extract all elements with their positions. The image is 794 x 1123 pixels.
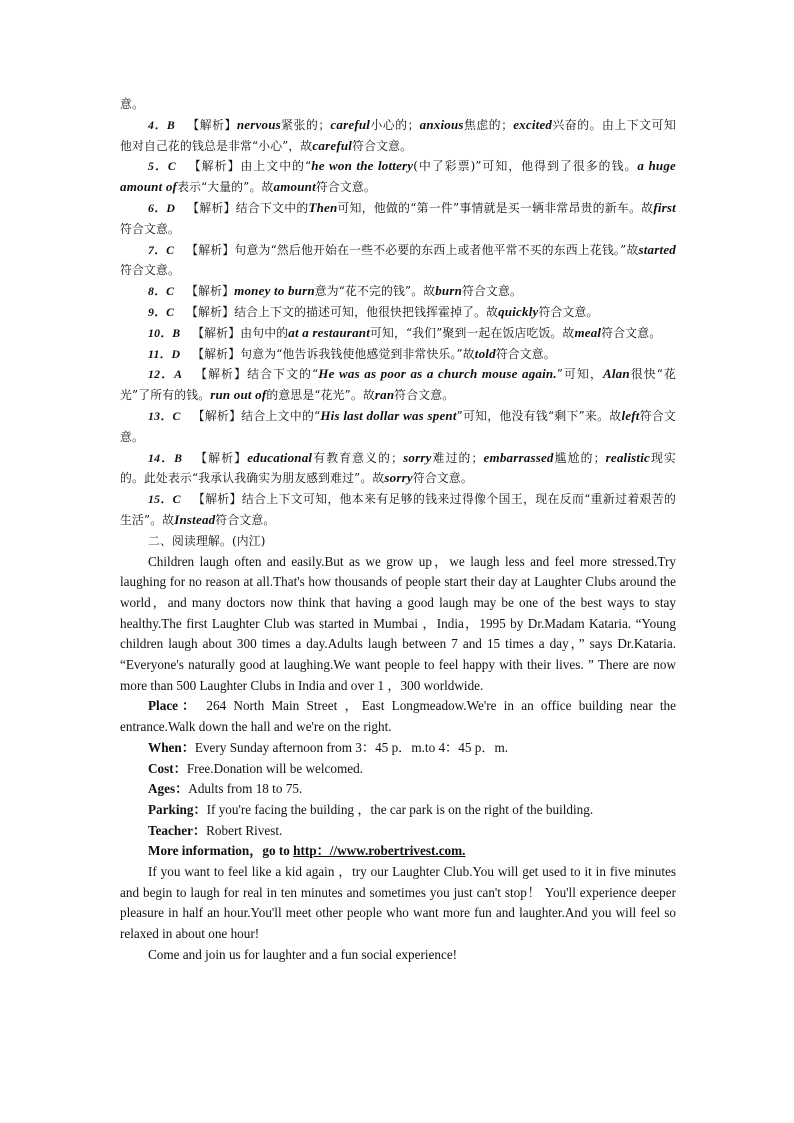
answer-item <box>120 198 676 240</box>
info-when-value: Every Sunday afternoon from 3：45 p．m.to 4：45 p．m. <box>194 739 509 755</box>
answer-tag: 【解析】 <box>194 450 248 465</box>
info-ages-value: Adults from 18 to 75. <box>188 781 303 797</box>
answer-tag: 【解析】 <box>186 304 235 319</box>
answer-keyword: quickly <box>498 303 539 319</box>
answer-keyword: ran <box>374 387 395 403</box>
answer-keyword: he won the lottery <box>311 158 414 174</box>
answer-keyword: left <box>621 407 640 423</box>
answer-keyword: Alan <box>603 366 630 382</box>
answer-text: 结合上文中的“ <box>241 408 321 423</box>
answer-text: 有教育意义的； <box>312 450 404 465</box>
answer-text: 符合文意。 <box>120 221 180 236</box>
info-cost-label: Cost： <box>148 760 187 776</box>
info-parking-label: Parking： <box>148 801 207 817</box>
info-more <box>120 841 676 862</box>
continuation-line: 意。 <box>120 97 144 111</box>
info-cost-value: Free.Donation will be welcomed. <box>186 760 363 776</box>
answer-item <box>120 406 676 448</box>
answer-text: 由句中的 <box>240 325 289 340</box>
answer-keyword: sorry <box>384 470 413 486</box>
answer-text: 结合下文中的 <box>235 200 309 215</box>
answer-keyword: nervous <box>236 116 281 132</box>
answer-text: 符合文意。 <box>315 180 376 195</box>
answer-number: 5．C <box>148 159 176 174</box>
info-more-label: More information，go to <box>148 843 294 859</box>
answer-item <box>120 281 676 302</box>
answer-item <box>120 240 676 282</box>
answer-keyword: at a restaurant <box>288 324 371 340</box>
answer-text: 符合文意。 <box>215 512 276 527</box>
info-when <box>120 738 676 759</box>
answer-text: 符合文意。 <box>462 284 523 299</box>
info-teacher-label: Teacher： <box>148 822 207 838</box>
website-link[interactable]: http：//www.robertrivest.com. <box>293 843 466 859</box>
answer-text: 符合文意。 <box>394 388 455 403</box>
answer-number: 13．C <box>148 408 181 423</box>
answer-text: 符合文意。 <box>120 408 677 444</box>
answer-item <box>120 448 676 490</box>
answer-tag: 【解析】 <box>192 325 241 340</box>
answer-text: ”可知，他没有钱“剩下”来。故 <box>456 408 622 423</box>
answer-item <box>120 489 676 531</box>
answer-item <box>120 115 676 157</box>
info-place <box>120 696 676 737</box>
answer-text: 结合上下文的描述可知，他很快把钱挥霍掉了。故 <box>234 304 499 319</box>
answer-keyword: He was as poor as a church mouse again. <box>318 366 557 382</box>
info-teacher-value: Robert Rivest. <box>206 822 283 838</box>
answer-keyword: meal <box>574 324 602 340</box>
answer-keyword: first <box>653 199 676 215</box>
answer-tag: 【解析】 <box>187 159 241 174</box>
answer-keyword: burn <box>435 283 463 299</box>
answer-text: (中了彩票)”可知，他得到了很多的钱。 <box>413 159 638 174</box>
info-when-label: When： <box>148 739 195 755</box>
answer-keyword: run out of <box>210 387 267 403</box>
answer-text: 可知，“我们”聚到一起在饭店吃饭。故 <box>370 325 575 340</box>
answer-number: 11．D <box>148 346 181 361</box>
answer-item <box>120 344 676 365</box>
answer-keyword: realistic <box>605 449 650 465</box>
answer-tag: 【解析】 <box>186 117 237 132</box>
answer-number: 14．B <box>148 450 183 465</box>
info-place-label: Place： <box>148 698 200 714</box>
info-parking <box>120 800 676 821</box>
answer-keyword: careful <box>330 116 371 132</box>
section-heading: 二、阅读理解。(内江) <box>148 533 266 548</box>
answer-tag: 【解析】 <box>186 284 235 299</box>
answer-number: 12．A <box>148 367 183 382</box>
answer-keyword: a huge amount of <box>120 158 676 195</box>
answer-number: 7．C <box>148 242 175 257</box>
answer-text: 难过的； <box>431 450 484 465</box>
answer-text: 符合文意。 <box>412 471 473 486</box>
answer-text: 兴奋的。由上下文可知他对自己花的钱总是非常“小心”，故 <box>120 117 676 153</box>
answer-number: 4．B <box>148 117 175 132</box>
answer-text: 由上文中的“ <box>240 159 312 174</box>
answer-text: 结合上下文可知，他本来有足够的钱来过得像个国王，现在反而“重新过着艰苦的生活”。故 <box>120 492 677 527</box>
answer-text: ”可知， <box>556 367 603 382</box>
answer-tag: 【解析】 <box>187 200 236 215</box>
answer-text: 意为“花不完的钱”。故 <box>314 284 436 299</box>
answer-text: 很快“花光”了所有的钱。 <box>120 367 676 403</box>
answer-item <box>120 364 676 406</box>
answer-text: 符合文意。 <box>601 325 662 340</box>
answer-keyword: Instead <box>174 511 216 527</box>
answer-text: 符合文意。 <box>495 346 556 361</box>
answer-tag: 【解析】 <box>192 408 242 423</box>
answer-keyword: careful <box>312 137 353 153</box>
answer-text: 可知，他做的“第一件”事情就是买一辆非常昂贵的新车。故 <box>337 200 654 215</box>
answer-keyword: Then <box>308 199 338 215</box>
answer-keyword: told <box>474 345 496 361</box>
answer-text: 符合文意。 <box>352 138 413 153</box>
answer-number: 9．C <box>148 304 175 319</box>
answer-item <box>120 302 676 323</box>
answer-keyword: amount <box>273 179 316 195</box>
answer-text: 符合文意。 <box>538 304 599 319</box>
answer-text: 表示“大量的”。故 <box>177 180 274 195</box>
answer-keyword: His last dollar was spent <box>320 407 457 423</box>
answer-number: 10．B <box>148 325 181 340</box>
answer-keyword: anxious <box>419 116 464 132</box>
answer-keyword: started <box>638 241 676 257</box>
answer-keyword: embarrassed <box>483 449 554 465</box>
answer-item <box>120 156 676 198</box>
answer-item <box>120 323 676 344</box>
answer-text: 句意为“他告诉我钱使他感觉到非常快乐。”故 <box>240 346 475 361</box>
answer-text: 结合下文的“ <box>247 367 319 382</box>
passage-paragraph-3: Come and join us for laughter and a fun social experience! <box>148 946 458 962</box>
answer-tag: 【解析】 <box>192 346 241 361</box>
info-place-value: 264 North Main Street ，East Longmeadow.We're in an office building near the entrance.Walk down the hall and we're on the right. <box>120 698 676 735</box>
answer-text: 焦虑的； <box>463 117 514 132</box>
answer-keyword: money to burn <box>234 283 315 299</box>
answer-keyword: sorry <box>403 449 432 465</box>
answer-list <box>120 115 676 531</box>
info-teacher <box>120 821 676 842</box>
answer-number: 6．D <box>148 200 176 215</box>
passage-paragraph-2: If you want to feel like a kid again ，try our Laughter Club.You will get used to it in five minutes and begin to laugh for real in ten minutes and sometimes you just can't stop！ You'll experience deeper pleasure in half an hour.You'll meet other people who want more fun and laughter.And you will feel so relaxed in about one hour! <box>120 864 676 942</box>
answer-tag: 【解析】 <box>186 242 235 257</box>
answer-number: 15．C <box>148 492 181 507</box>
answer-keyword: educational <box>247 449 313 465</box>
answer-text: 的意思是“花光”。故 <box>266 388 375 403</box>
answer-text: 小心的； <box>370 117 420 132</box>
answer-tag: 【解析】 <box>192 492 242 507</box>
answer-keyword: excited <box>513 116 553 132</box>
answer-text: 紧张的； <box>280 117 331 132</box>
answer-tag: 【解析】 <box>194 367 248 382</box>
answer-text: 现实的。此处表示“我承认我确实为朋友感到难过”。故 <box>120 450 676 486</box>
info-cost <box>120 759 676 780</box>
answer-text: 符合文意。 <box>120 263 180 278</box>
passage-paragraph-1: Children laugh often and easily.But as we grow up，we laugh less and feel more stressed.Try laughing for no reason at all.That's how thousands of people start their day at Laughter Clubs around the world，and many doctors now think that having a good laugh may be one of the best ways to stay healthy.The first Laughter Club was started in Mumbai ，India，1995 by Dr.Madam Kataria. “Young children laugh about 300 times a day.Adults laugh between 7 and 15 times a day，” says Dr.Kataria. “Everyone's naturally good at laughing.We want people to feel happy with their lives. ” There are now more than 500 Laughter Clubs in India and over 1 ，300 worldwide. <box>120 553 676 693</box>
answer-text: 尴尬的； <box>553 450 606 465</box>
answer-number: 8．C <box>148 284 175 299</box>
answer-text: 句意为“然后他开始在一些不必要的东西上或者他平常不买的东西上花钱。”故 <box>234 242 639 257</box>
info-ages-label: Ages： <box>148 781 189 797</box>
info-parking-value: If you're facing the building ，the car park is on the right of the building. <box>206 801 594 817</box>
info-ages <box>120 779 676 800</box>
